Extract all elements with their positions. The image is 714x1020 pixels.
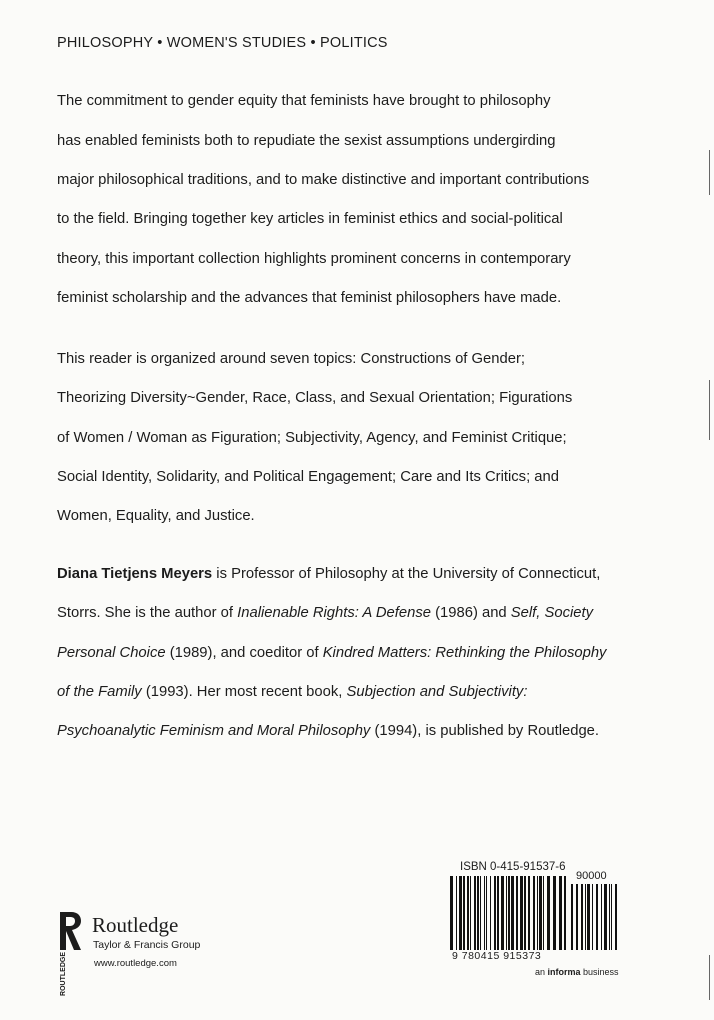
publisher-url: www.routledge.com xyxy=(94,958,177,969)
barcode-bar xyxy=(480,876,481,950)
barcode-bar xyxy=(571,884,573,950)
barcode-bar xyxy=(508,876,510,950)
edge-mark xyxy=(709,150,710,195)
barcode-bar xyxy=(490,876,491,950)
barcode-bar xyxy=(564,876,566,950)
barcode-bar xyxy=(611,884,612,950)
topics-line: of Women / Woman as Figuration; Subjectivity, Agency, and Feminist Critique; xyxy=(57,430,567,446)
blurb-line: has enabled feminists both to repudiate the sexist assumptions undergirding xyxy=(57,133,556,149)
edge-mark xyxy=(709,380,710,440)
price-addon-digits: 90000 xyxy=(576,870,607,882)
book-title: of the Family xyxy=(57,684,142,700)
informa-tagline: an informa business xyxy=(535,967,619,977)
topics-line: This reader is organized around seven topics: Constructions of Gender; xyxy=(57,351,525,367)
barcode-bar xyxy=(576,884,578,950)
barcode-bar xyxy=(467,876,469,950)
isbn-label: ISBN 0-415-91537-6 xyxy=(460,861,566,873)
barcode-bar xyxy=(585,884,586,950)
barcode-bar xyxy=(604,884,607,950)
barcode-bar xyxy=(463,876,465,950)
barcode-bar xyxy=(506,876,507,950)
blurb-line: major philosophical traditions, and to make distinctive and important contributions xyxy=(57,172,590,188)
book-title: Personal Choice xyxy=(57,645,166,661)
barcode-bar xyxy=(547,876,550,950)
blurb-line: to the field. Bringing together key articles in feminist ethics and social-political xyxy=(57,211,563,227)
barcode-bar xyxy=(609,884,610,950)
barcode-bar xyxy=(587,884,590,950)
bio-line: of the Family (1993). Her most recent book, Subjection and Subjectivity: xyxy=(57,684,528,700)
barcode-bar xyxy=(494,876,496,950)
barcode-bar xyxy=(456,876,457,950)
addon-barcode xyxy=(571,884,617,950)
barcode-bar xyxy=(484,876,485,950)
barcode-bar xyxy=(520,876,523,950)
bio-line: Psychoanalytic Feminism and Moral Philosophy (1994), is published by Routledge. xyxy=(57,723,600,739)
routledge-vertical-text: ROUTLEDGE xyxy=(60,952,67,996)
barcode-bar xyxy=(533,876,535,950)
barcode-bar xyxy=(486,876,487,950)
barcode-bar xyxy=(559,876,562,950)
topics-line: Social Identity, Solidarity, and Political Engagement; Care and Its Critics; and xyxy=(57,469,559,485)
barcode-bar xyxy=(516,876,518,950)
barcode-bar xyxy=(459,876,462,950)
barcode-bar xyxy=(497,876,499,950)
barcode-bar xyxy=(474,876,476,950)
barcode-bar xyxy=(553,876,556,950)
blurb-line: The commitment to gender equity that feminists have brought to philosophy xyxy=(57,93,551,109)
book-title: Inalienable Rights: A Defense xyxy=(237,605,431,621)
bio-line: Personal Choice (1989), and coeditor of Kindred Matters: Rethinking the Philosophy xyxy=(57,645,607,661)
edge-mark xyxy=(709,955,710,1000)
category-line: PHILOSOPHY • WOMEN'S STUDIES • POLITICS xyxy=(57,35,388,51)
bio-line: Diana Tietjens Meyers is Professor of Philosophy at the University of Connecticut, xyxy=(57,566,601,582)
bio-line: Storrs. She is the author of Inalienable Rights: A Defense (1986) and Self, Society xyxy=(57,605,594,621)
barcode-bar xyxy=(477,876,479,950)
publisher-name: Routledge xyxy=(92,913,179,937)
blurb-line: theory, this important collection highlights prominent concerns in contemporary xyxy=(57,251,571,267)
barcode-bar xyxy=(601,884,602,950)
ean-digits: 9 780415 915373 xyxy=(452,950,542,962)
book-title: Self, Society xyxy=(510,605,594,621)
author-name: Diana Tietjens Meyers xyxy=(57,566,213,582)
barcode-bar xyxy=(539,876,542,950)
barcode-bar xyxy=(592,884,593,950)
barcode-bar xyxy=(543,876,544,950)
publisher-group: Taylor & Francis Group xyxy=(93,939,201,951)
barcode-bar xyxy=(511,876,514,950)
book-title: Subjection and Subjectivity: xyxy=(346,684,528,700)
routledge-r-icon xyxy=(57,910,83,952)
ean-barcode xyxy=(450,876,566,950)
blurb-line: feminist scholarship and the advances that feminist philosophers have made. xyxy=(57,290,562,306)
book-title: Kindred Matters: Rethinking the Philosophy xyxy=(322,645,607,661)
barcode-bar xyxy=(450,876,453,950)
barcode-bar xyxy=(596,884,598,950)
barcode-bar xyxy=(501,876,504,950)
barcode-bar xyxy=(537,876,538,950)
book-title: Psychoanalytic Feminism and Moral Philosophy xyxy=(57,723,371,739)
barcode-bar xyxy=(524,876,526,950)
barcode-bar xyxy=(528,876,530,950)
barcode-bar xyxy=(581,884,583,950)
topics-line: Theorizing Diversity~Gender, Race, Class, and Sexual Orientation; Figurations xyxy=(57,390,573,406)
topics-line: Women, Equality, and Justice. xyxy=(57,508,255,524)
barcode-bar xyxy=(470,876,471,950)
barcode-bar xyxy=(615,884,617,950)
